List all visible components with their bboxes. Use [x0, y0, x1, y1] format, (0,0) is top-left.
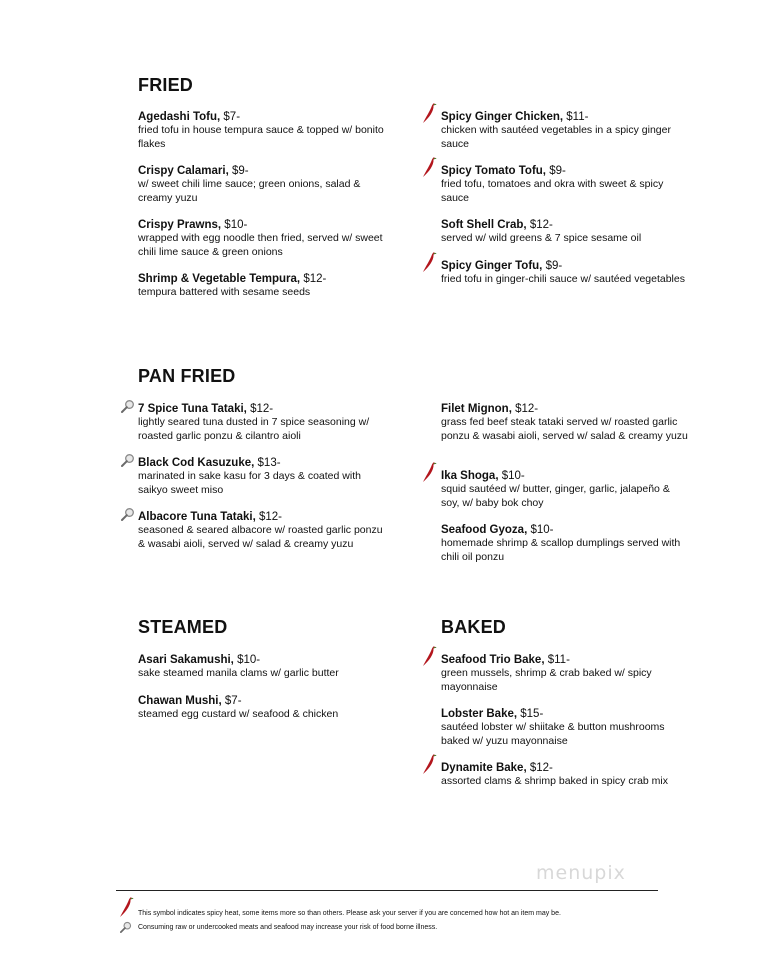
- chili-pepper-icon: [421, 251, 437, 273]
- item-price: $10-: [237, 654, 261, 666]
- menu-item: [138, 164, 388, 205]
- item-name: 7 Spice Tuna Tataki,: [138, 403, 247, 415]
- item-description: green mussels, shrimp & crab baked w/ spicy mayonnaise: [441, 667, 652, 693]
- item-price: $11-: [566, 111, 589, 123]
- magnifier-icon: [120, 921, 132, 933]
- item-name: Filet Mignon,: [441, 403, 512, 415]
- menu-item: [138, 694, 388, 722]
- item-price: $12-: [529, 219, 553, 231]
- item-name: Ika Shoga,: [441, 470, 499, 482]
- item-price: $11-: [547, 654, 570, 666]
- item-description: homemade shrimp & scallop dumplings served with chili oil ponzu: [441, 537, 681, 563]
- menu-item: [138, 110, 388, 151]
- menu-item: [441, 218, 691, 246]
- menu-item: [441, 402, 691, 443]
- item-price: $10-: [501, 470, 525, 482]
- item-description: steamed egg custard w/ seafood & chicken: [138, 708, 339, 720]
- item-price: $10-: [530, 524, 554, 536]
- menu-item: [441, 523, 691, 564]
- item-description: wrapped with egg noodle then fried, served w/ sweet chili lime sauce & green onions: [138, 232, 383, 258]
- item-price: $9-: [231, 165, 249, 177]
- item-description: tempura battered with sesame seeds: [138, 286, 311, 298]
- item-price: $13-: [257, 457, 281, 469]
- menu-item: [138, 272, 388, 300]
- item-name: Black Cod Kasuzuke,: [138, 457, 255, 469]
- menu-item: [138, 510, 388, 551]
- item-price: $10-: [224, 219, 248, 231]
- section-title-pan-fried: PAN FRIED: [138, 366, 236, 386]
- chili-pepper-icon: [421, 753, 437, 775]
- item-name: Lobster Bake,: [441, 708, 518, 720]
- item-description: fried tofu in house tempura sauce & topped w/ bonito flakes: [138, 124, 384, 150]
- item-description: marinated in sake kasu for 3 days & coated with saikyo sweet miso: [138, 470, 361, 496]
- item-description: grass fed beef steak tataki served w/ roasted garlic ponzu & wasabi aioli, served w/ salad & creamy yuzu: [441, 416, 688, 442]
- item-description: sautéed lobster w/ shiitake & button mushrooms baked w/ yuzu mayonnaise: [441, 721, 665, 747]
- item-price: $7-: [224, 695, 242, 707]
- chili-pepper-icon: [421, 102, 437, 124]
- menu-item: [441, 164, 691, 205]
- item-price: $12-: [303, 273, 327, 285]
- menu-item: [138, 402, 388, 443]
- item-description: seasoned & seared albacore w/ roasted garlic ponzu & wasabi aioli, served w/ salad & creamy yuzu: [138, 524, 383, 550]
- item-description: sake steamed manila clams w/ garlic butter: [138, 667, 339, 679]
- magnifier-icon: [121, 453, 135, 467]
- item-price: $9-: [545, 260, 563, 272]
- item-name: Seafood Gyoza,: [441, 524, 528, 536]
- item-price: $12-: [529, 762, 553, 774]
- item-name: Spicy Ginger Tofu,: [441, 260, 543, 272]
- item-description: lightly seared tuna dusted in 7 spice seasoning w/ roasted garlic ponzu & cilantro aioli: [138, 416, 370, 442]
- item-description: served w/ wild greens & 7 spice sesame oil: [441, 232, 642, 244]
- item-name: Spicy Ginger Chicken,: [441, 111, 564, 123]
- magnifier-icon: [121, 399, 135, 413]
- item-description: fried tofu in ginger-chili sauce w/ sautéed vegetables: [441, 273, 685, 285]
- item-name: Dynamite Bake,: [441, 762, 527, 774]
- item-name: Shrimp & Vegetable Tempura,: [138, 273, 301, 285]
- menu-item: [441, 707, 691, 748]
- menupix-watermark: menupix: [536, 862, 626, 884]
- item-name: Albacore Tuna Tataki,: [138, 511, 256, 523]
- item-description: chicken with sautéed vegetables in a spicy ginger sauce: [441, 124, 671, 150]
- item-name: Crispy Prawns,: [138, 219, 222, 231]
- menu-item: [138, 653, 388, 681]
- menu-item: [138, 218, 388, 259]
- item-price: $15-: [520, 708, 544, 720]
- footer-divider: [116, 890, 658, 891]
- menu-item: [441, 653, 691, 694]
- menu-item: [441, 110, 691, 151]
- item-name: Asari Sakamushi,: [138, 654, 234, 666]
- chili-pepper-icon: [421, 156, 437, 178]
- menu-item: [441, 469, 691, 510]
- magnifier-icon: [121, 507, 135, 521]
- item-description: assorted clams & shrimp baked in spicy crab mix: [441, 775, 668, 787]
- menu-item: [441, 761, 691, 789]
- menu-item: [138, 456, 388, 497]
- item-description: squid sautéed w/ butter, ginger, garlic, jalapeño & soy, w/ baby bok choy: [441, 483, 670, 509]
- chili-pepper-icon: [421, 461, 437, 483]
- section-title-steamed: STEAMED: [138, 617, 228, 637]
- item-price: $9-: [549, 165, 566, 177]
- item-name: Chawan Mushi,: [138, 695, 222, 707]
- section-title-baked: BAKED: [441, 617, 507, 637]
- item-name: Agedashi Tofu,: [138, 111, 221, 123]
- item-description: w/ sweet chili lime sauce; green onions, salad & creamy yuzu: [138, 178, 361, 204]
- item-price: $12-: [515, 403, 539, 415]
- chili-pepper-icon: [421, 645, 437, 667]
- item-name: Spicy Tomato Tofu,: [441, 165, 546, 177]
- item-price: $12-: [250, 403, 274, 415]
- item-description: fried tofu, tomatoes and okra with sweet & spicy sauce: [441, 178, 664, 204]
- item-price: $12-: [259, 511, 283, 523]
- menu-item: [441, 259, 691, 287]
- item-price: $7-: [223, 111, 241, 123]
- spicy-footnote: This symbol indicates spicy heat, some items more so than others. Please ask your server if you are concerned how hot an item may be.: [138, 910, 561, 917]
- item-name: Soft Shell Crab,: [441, 219, 527, 231]
- chili-pepper-icon: [118, 896, 134, 918]
- raw-food-footnote: Consuming raw or undercooked meats and seafood may increase your risk of food borne illness.: [138, 924, 438, 931]
- item-name: Seafood Trio Bake,: [441, 654, 545, 666]
- section-title-fried: FRIED: [138, 75, 193, 95]
- item-name: Crispy Calamari,: [138, 165, 229, 177]
